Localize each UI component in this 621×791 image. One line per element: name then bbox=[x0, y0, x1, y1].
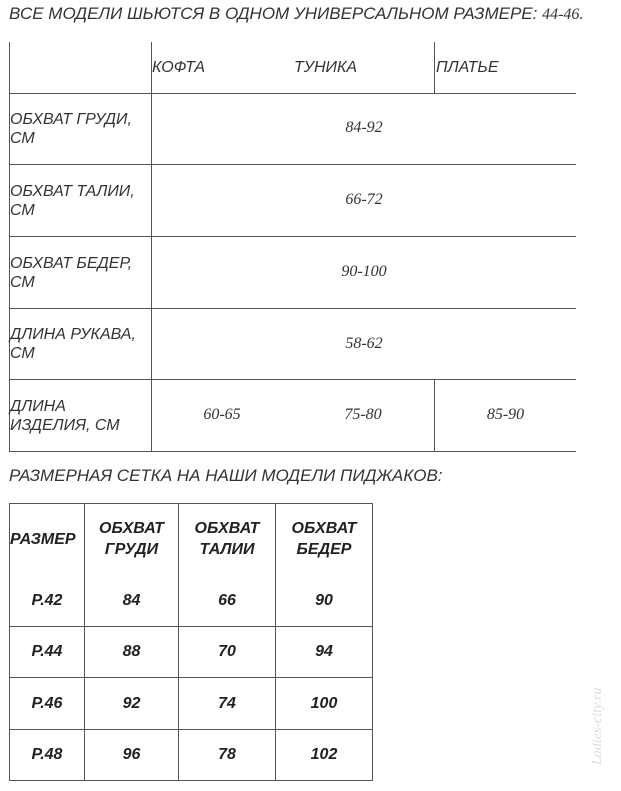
value-sleeve: 58-62 bbox=[345, 335, 383, 352]
row-label-hips bbox=[10, 254, 152, 292]
value-hips: 90-100 bbox=[341, 263, 387, 280]
row-label-line: ОБХВАТ БЕДЕР, bbox=[10, 255, 133, 272]
row-label-line: СМ bbox=[10, 345, 35, 362]
row-label-line: ИЗДЕЛИЯ, СМ bbox=[10, 417, 120, 434]
row-label-line: СМ bbox=[10, 274, 35, 291]
table-cell: 96 bbox=[122, 746, 141, 763]
table-cell: 66 bbox=[218, 592, 236, 609]
row-label-line: ОБХВАТ ГРУДИ, bbox=[10, 111, 132, 128]
row-label-length bbox=[10, 397, 152, 435]
col-header-line: БЕДЕР bbox=[296, 541, 352, 558]
value-length-kofta: 60-65 bbox=[203, 406, 241, 423]
row-label-bust bbox=[10, 110, 152, 148]
table-cell: Р.44 bbox=[31, 643, 63, 660]
value-bust: 84-92 bbox=[345, 119, 383, 136]
col-header-line: ТАЛИИ bbox=[199, 541, 255, 558]
col-header-line: ГРУДИ bbox=[104, 541, 159, 558]
table-cell: 92 bbox=[122, 695, 141, 712]
row-label-line: ДЛИНА bbox=[10, 398, 66, 415]
table-cell: 90 bbox=[315, 592, 333, 609]
col-header-hips bbox=[276, 518, 372, 560]
value-waist: 66-72 bbox=[345, 191, 383, 208]
intro-text: ВСЕ МОДЕЛИ ШЬЮТСЯ В ОДНОМ УНИВЕРСАЛЬНОМ РАЗМЕРЕ: bbox=[9, 4, 538, 23]
table-cell: 84 bbox=[122, 592, 141, 609]
col-header-line: ОБХВАТ bbox=[291, 520, 357, 537]
header-tunika: ТУНИКА bbox=[294, 59, 358, 76]
intro-size: 44-46. bbox=[542, 6, 584, 23]
table-cell: 100 bbox=[310, 695, 338, 712]
header-kofta: КОФТА bbox=[152, 59, 206, 76]
col-header-line: РАЗМЕР bbox=[10, 531, 76, 548]
intro-line bbox=[9, 4, 583, 24]
jacket-size-title: РАЗМЕРНАЯ СЕТКА НА НАШИ МОДЕЛИ ПИДЖАКОВ: bbox=[9, 466, 443, 485]
table-cell: Р.46 bbox=[31, 695, 63, 712]
header-platye: ПЛАТЬЕ bbox=[436, 59, 499, 76]
row-label-line: ОБХВАТ ТАЛИИ, bbox=[10, 183, 135, 200]
table-cell: 78 bbox=[218, 746, 236, 763]
row-label-line: ДЛИНА РУКАВА, bbox=[10, 326, 136, 343]
col-header-size bbox=[10, 529, 86, 550]
row-label-line: СМ bbox=[10, 202, 35, 219]
table-cell: 94 bbox=[315, 643, 333, 660]
value-length-tunika: 75-80 bbox=[344, 406, 382, 423]
col-header-line: ОБХВАТ bbox=[194, 520, 260, 537]
table-cell: 88 bbox=[122, 643, 141, 660]
row-label-sleeve bbox=[10, 325, 152, 363]
col-header-line: ОБХВАТ bbox=[99, 520, 164, 537]
row-label-waist bbox=[10, 182, 152, 220]
table-cell: Р.48 bbox=[31, 746, 63, 763]
table-cell: 70 bbox=[218, 643, 236, 660]
value-length-platye: 85-90 bbox=[486, 406, 525, 423]
table-cell: Р.42 bbox=[31, 592, 63, 609]
col-header-bust bbox=[85, 518, 178, 560]
row-label-line: СМ bbox=[10, 130, 35, 147]
col-header-waist bbox=[179, 518, 275, 560]
watermark: Ladies-city.ru bbox=[590, 687, 605, 765]
table-cell: 74 bbox=[218, 695, 236, 712]
table-cell: 102 bbox=[310, 746, 338, 763]
